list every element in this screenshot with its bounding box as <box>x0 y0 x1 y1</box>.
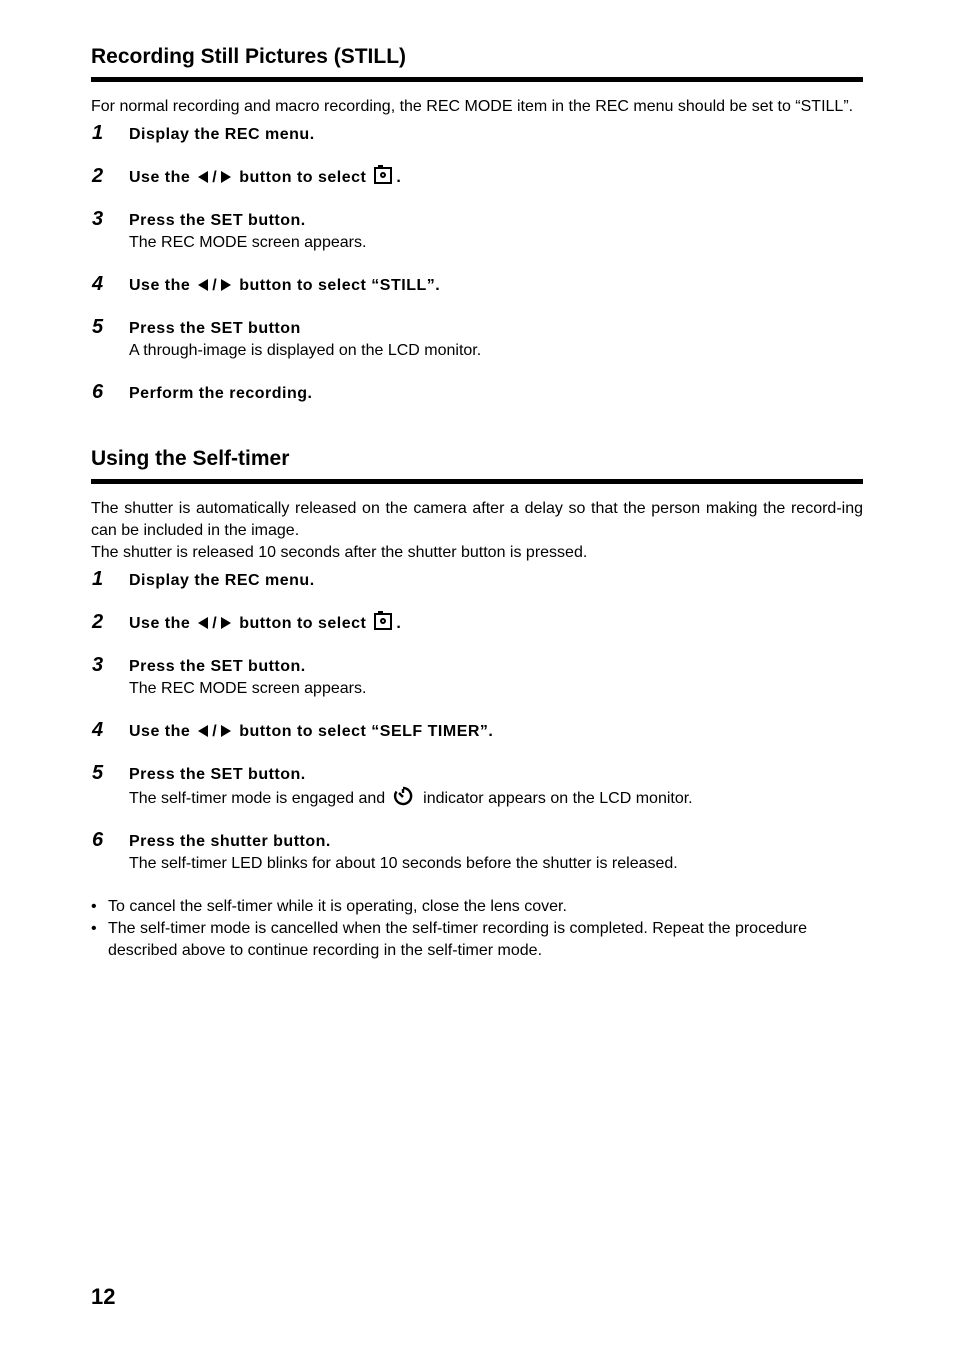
slash-separator: / <box>212 277 218 294</box>
slash-separator: / <box>212 615 218 632</box>
intro-text: For normal recording and macro recording, the REC MODE item in the REC menu should be set to “STILL”. <box>91 98 854 115</box>
step-6 <box>91 831 863 875</box>
section-intro <box>91 96 863 118</box>
step-title: Perform the recording. <box>129 385 313 402</box>
step-description: The self-timer LED blinks for about 10 seconds before the shutter is released. <box>129 855 678 872</box>
step-3 <box>91 656 863 700</box>
step-title-pre: Use the <box>129 277 191 294</box>
note-item: • To cancel the self-timer while it is operating, close the lens cover. <box>91 896 863 918</box>
step-number: 5 <box>92 762 104 784</box>
slash-separator: / <box>212 169 218 186</box>
right-triangle-icon <box>221 171 231 183</box>
self-timer-icon <box>393 786 413 806</box>
step-6 <box>91 383 863 405</box>
step-title <box>129 721 863 743</box>
step-number: 3 <box>92 654 104 676</box>
camera-mode-icon <box>374 167 392 184</box>
step-description <box>129 786 863 810</box>
step-number: 1 <box>92 122 104 144</box>
step-1 <box>91 124 863 146</box>
step-4 <box>91 275 863 297</box>
step-title: Display the REC menu. <box>129 126 315 143</box>
step-description-post: indicator appears on the LCD monitor. <box>423 790 693 807</box>
slash-separator: / <box>212 723 218 740</box>
section-recording-still <box>91 44 863 426</box>
step-title-mid: button to select “STILL”. <box>239 277 441 294</box>
step-title <box>129 613 863 635</box>
step-4 <box>91 721 863 743</box>
step-title: Display the REC menu. <box>129 572 315 589</box>
section-title: Recording Still Pictures (STILL) <box>91 44 863 82</box>
page-number: 12 <box>91 1284 116 1309</box>
step-1 <box>91 570 863 592</box>
step-description: The REC MODE screen appears. <box>129 234 367 251</box>
step-number: 2 <box>92 611 104 633</box>
step-title-end: . <box>396 169 402 186</box>
step-title-mid: button to select “SELF TIMER”. <box>239 723 494 740</box>
step-number: 4 <box>92 719 104 741</box>
notes-list <box>91 896 863 962</box>
left-triangle-icon <box>198 617 208 629</box>
step-number: 6 <box>92 381 104 403</box>
step-number: 6 <box>92 829 104 851</box>
left-triangle-icon <box>198 725 208 737</box>
step-2 <box>91 167 863 189</box>
step-title-mid: button to select <box>239 615 367 632</box>
right-triangle-icon <box>221 725 231 737</box>
step-number: 2 <box>92 165 104 187</box>
step-number: 3 <box>92 208 104 230</box>
step-title-mid: button to select <box>239 169 367 186</box>
section-title: Using the Self-timer <box>91 446 863 484</box>
left-triangle-icon <box>198 171 208 183</box>
step-number: 1 <box>92 568 104 590</box>
intro-text: The shutter is automatically released on the camera after a delay so that the person making the record-ing can be included in the image. <box>91 500 863 539</box>
step-description: The REC MODE screen appears. <box>129 680 367 697</box>
step-title <box>129 275 863 297</box>
step-title: Press the SET button. <box>129 658 306 675</box>
right-triangle-icon <box>221 279 231 291</box>
section-self-timer <box>91 446 863 962</box>
step-list <box>91 124 863 405</box>
step-2 <box>91 613 863 635</box>
step-list <box>91 570 863 875</box>
step-number: 4 <box>92 273 104 295</box>
left-triangle-icon <box>198 279 208 291</box>
step-5 <box>91 318 863 362</box>
step-title-end: . <box>396 615 402 632</box>
step-description-pre: The self-timer mode is engaged and <box>129 790 386 807</box>
step-title <box>129 167 863 189</box>
right-triangle-icon <box>221 617 231 629</box>
step-title: Press the shutter button. <box>129 833 331 850</box>
intro-text-2: The shutter is released 10 seconds after the shutter button is pressed. <box>91 544 588 561</box>
step-title-pre: Use the <box>129 615 191 632</box>
section-intro <box>91 498 863 564</box>
step-description: A through-image is displayed on the LCD monitor. <box>129 342 482 359</box>
note-item: • The self-timer mode is cancelled when the self-timer recording is completed. Repeat the procedure described above to continue recording in the self-timer mode. <box>91 918 863 962</box>
step-title: Press the SET button. <box>129 212 306 229</box>
camera-mode-icon <box>374 613 392 630</box>
step-title-pre: Use the <box>129 723 191 740</box>
step-5 <box>91 764 863 810</box>
step-title: Press the SET button <box>129 320 301 337</box>
step-3 <box>91 210 863 254</box>
step-title-pre: Use the <box>129 169 191 186</box>
step-title: Press the SET button. <box>129 766 306 783</box>
step-number: 5 <box>92 316 104 338</box>
